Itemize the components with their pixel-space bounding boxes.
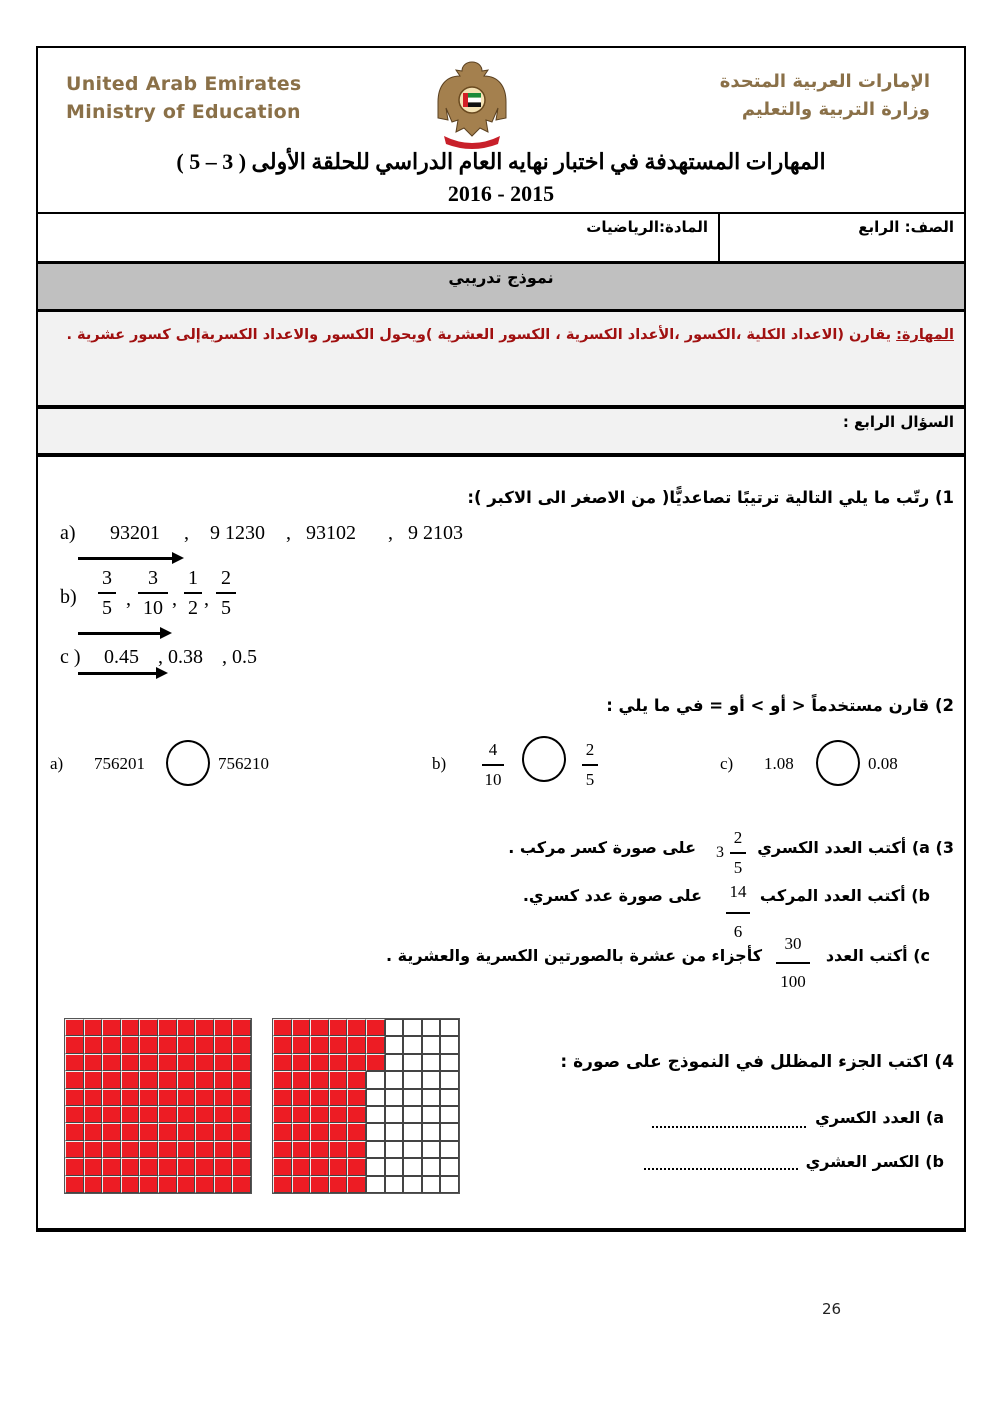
empty-cell (422, 1071, 441, 1088)
shaded-cell (102, 1176, 121, 1193)
shaded-cell (139, 1141, 158, 1158)
empty-cell (440, 1176, 459, 1193)
arrow-icon (78, 632, 162, 635)
shaded-cell (232, 1036, 251, 1053)
empty-cell (366, 1141, 385, 1158)
shaded-cell (232, 1019, 251, 1036)
skill-description (38, 312, 964, 409)
shaded-cell (347, 1106, 366, 1123)
shaded-cell (177, 1141, 196, 1158)
shaded-cell (177, 1089, 196, 1106)
q2-b-label: b) (432, 754, 447, 773)
shaded-cell (177, 1036, 196, 1053)
empty-cell (366, 1106, 385, 1123)
shaded-cell (139, 1089, 158, 1106)
shaded-cell (121, 1036, 140, 1053)
q2-c-label: c) (720, 754, 734, 773)
shaded-cell (158, 1106, 177, 1123)
shaded-cell (102, 1123, 121, 1140)
shaded-cell (65, 1089, 84, 1106)
page-number: 26 (822, 1300, 842, 1318)
shaded-cell (329, 1123, 348, 1140)
shaded-cell (195, 1176, 214, 1193)
denominator: 2 (188, 597, 198, 619)
q1-a-sep-2: , (286, 522, 291, 544)
empty-cell (422, 1176, 441, 1193)
practice-model-label: نموذج تدريبي (38, 264, 964, 312)
shaded-cell (329, 1071, 348, 1088)
shaded-cell (195, 1141, 214, 1158)
empty-cell (366, 1123, 385, 1140)
q4-b-answer-line[interactable] (644, 1168, 798, 1170)
shaded-cell (102, 1071, 121, 1088)
shaded-cell (214, 1141, 233, 1158)
shaded-cell (102, 1036, 121, 1053)
denominator: 5 (733, 858, 743, 877)
shaded-cell (310, 1158, 329, 1175)
shaded-cell (84, 1019, 103, 1036)
empty-cell (403, 1158, 422, 1175)
shaded-cell (347, 1054, 366, 1071)
shaded-cell (273, 1158, 292, 1175)
shaded-cell (310, 1123, 329, 1140)
shaded-cell (273, 1123, 292, 1140)
shaded-cell (232, 1158, 251, 1175)
q4-a-label: a) العدد الكسري (815, 1108, 944, 1127)
q1-a-sep-1: , (184, 522, 189, 544)
shaded-cell (121, 1176, 140, 1193)
shaded-cell (232, 1071, 251, 1088)
q1-b-label: b) (60, 586, 77, 608)
q1-b-fraction-2 (138, 566, 168, 620)
shaded-cell (347, 1158, 366, 1175)
shaded-cell (292, 1089, 311, 1106)
shaded-cell (84, 1036, 103, 1053)
shaded-cell (177, 1158, 196, 1175)
q3-b-fraction (726, 880, 750, 944)
q3-b-text-2: على صورة عدد كسري. (522, 886, 702, 905)
shaded-cell (158, 1123, 177, 1140)
shaded-cell (121, 1106, 140, 1123)
shaded-cell (310, 1106, 329, 1123)
q1-b-fraction-1 (98, 566, 116, 620)
empty-cell (385, 1141, 404, 1158)
shaded-cell (214, 1071, 233, 1088)
shaded-cell (292, 1071, 311, 1088)
empty-cell (440, 1123, 459, 1140)
q2-c-right: 0.08 (868, 754, 898, 773)
shaded-cell (347, 1141, 366, 1158)
shaded-cell (195, 1123, 214, 1140)
shaded-cell (121, 1019, 140, 1036)
shaded-cell (65, 1176, 84, 1193)
shaded-cell (121, 1089, 140, 1106)
shaded-cell (292, 1123, 311, 1140)
denominator: 5 (585, 770, 595, 789)
shaded-cell (329, 1019, 348, 1036)
shaded-cell (347, 1071, 366, 1088)
shaded-cell (158, 1176, 177, 1193)
shaded-cell (292, 1141, 311, 1158)
q1-a-value-1: 93201 (110, 522, 160, 544)
q3-a-text-1: 3) a) أكتب العدد الكسري (757, 838, 954, 857)
empty-cell (440, 1106, 459, 1123)
empty-cell (440, 1141, 459, 1158)
empty-cell (422, 1106, 441, 1123)
shaded-cell (177, 1176, 196, 1193)
shaded-cell (214, 1054, 233, 1071)
shaded-cell (329, 1141, 348, 1158)
shaded-cell (84, 1054, 103, 1071)
shaded-cell (139, 1176, 158, 1193)
numerator: 3 (148, 567, 158, 589)
numerator: 30 (784, 934, 802, 953)
shaded-cell (347, 1036, 366, 1053)
shaded-cell (158, 1158, 177, 1175)
empty-cell (422, 1123, 441, 1140)
shaded-cell (232, 1106, 251, 1123)
numerator: 2 (585, 740, 595, 759)
shaded-cell (366, 1019, 385, 1036)
shaded-cell (84, 1123, 103, 1140)
empty-cell (440, 1158, 459, 1175)
shaded-cell (139, 1123, 158, 1140)
shaded-cell (102, 1054, 121, 1071)
shaded-cell (139, 1071, 158, 1088)
shaded-cell (347, 1123, 366, 1140)
shaded-cell (232, 1123, 251, 1140)
denominator: 6 (733, 922, 743, 941)
shaded-cell (177, 1106, 196, 1123)
denominator: 10 (484, 770, 502, 789)
shaded-cell (347, 1089, 366, 1106)
shaded-cell (214, 1158, 233, 1175)
shaded-cell (177, 1019, 196, 1036)
q2-a-left: 756201 (94, 754, 145, 773)
empty-cell (385, 1071, 404, 1088)
q2-a-answer-circle[interactable] (166, 740, 210, 786)
worksheet (36, 46, 966, 1232)
shaded-cell (121, 1158, 140, 1175)
empty-cell (403, 1106, 422, 1123)
shaded-cell (310, 1089, 329, 1106)
shaded-cell (121, 1141, 140, 1158)
shaded-cell (214, 1123, 233, 1140)
q3-a-text-2: على صورة كسر مركب . (508, 838, 696, 857)
shaded-cell (65, 1054, 84, 1071)
shaded-cell (347, 1019, 366, 1036)
empty-cell (403, 1123, 422, 1140)
shaded-cell (195, 1071, 214, 1088)
empty-cell (422, 1141, 441, 1158)
shaded-cell (232, 1141, 251, 1158)
shaded-cell (139, 1106, 158, 1123)
shaded-cell (310, 1036, 329, 1053)
empty-cell (440, 1019, 459, 1036)
empty-cell (366, 1158, 385, 1175)
hundreds-grid-1 (64, 1018, 252, 1194)
q1-c-value-2: , 0.38 (158, 646, 203, 668)
q4-a-answer-line[interactable] (652, 1126, 806, 1128)
shaded-cell (195, 1019, 214, 1036)
numerator: 4 (488, 740, 498, 759)
ministry-ar-line2: وزارة التربية والتعليم (741, 99, 930, 120)
shaded-cell (84, 1176, 103, 1193)
empty-cell (403, 1176, 422, 1193)
empty-cell (385, 1036, 404, 1053)
shaded-cell (102, 1089, 121, 1106)
shaded-cell (139, 1054, 158, 1071)
empty-cell (440, 1036, 459, 1053)
ministry-en-line1: United Arab Emirates (66, 73, 302, 95)
arrow-icon (78, 557, 174, 560)
page-title: المهارات المستهدفة في اختبار نهايه العام الدراسي للحلقة الأولى ( 3 – 5 ) (176, 149, 826, 174)
shaded-cell (329, 1036, 348, 1053)
empty-cell (385, 1106, 404, 1123)
q1-a-value-2: 9 1230 (210, 522, 265, 544)
shaded-cell (292, 1106, 311, 1123)
header (38, 48, 964, 214)
shaded-cell (273, 1089, 292, 1106)
q3-c-text-2: كأجزاء من عشرة بالصورتين الكسرية والعشرية . (386, 946, 762, 965)
shaded-cell (214, 1106, 233, 1123)
shaded-cell (158, 1019, 177, 1036)
ministry-name-arabic (720, 68, 930, 124)
q1-b-sep-2: , (172, 588, 177, 610)
shaded-cell (292, 1176, 311, 1193)
shaded-cell (65, 1019, 84, 1036)
empty-cell (366, 1089, 385, 1106)
shaded-cell (273, 1106, 292, 1123)
question-header: السؤال الرابع : (38, 409, 964, 457)
shaded-cell (84, 1089, 103, 1106)
shaded-cell (177, 1071, 196, 1088)
shaded-cell (84, 1071, 103, 1088)
shaded-cell (158, 1071, 177, 1088)
shaded-cell (195, 1106, 214, 1123)
subject-cell: المادة:الرياضيات (586, 218, 708, 236)
denominator: 100 (780, 972, 806, 991)
q2-b-answer-circle[interactable] (522, 736, 566, 782)
shaded-cell (65, 1141, 84, 1158)
shaded-cell (214, 1019, 233, 1036)
denominator: 5 (102, 597, 112, 619)
q1-b-sep-1: , (126, 588, 131, 610)
empty-cell (366, 1176, 385, 1193)
skill-label: المهارة: (896, 327, 954, 343)
q3-c-fraction (776, 932, 810, 994)
shaded-cell (292, 1054, 311, 1071)
q1-a-value-3: 93102 (306, 522, 356, 544)
numerator: 3 (102, 567, 112, 589)
shaded-cell (121, 1123, 140, 1140)
shaded-cell (273, 1019, 292, 1036)
q2-c-left: 1.08 (764, 754, 794, 773)
q3-a-whole: 3 (716, 844, 724, 861)
empty-cell (403, 1071, 422, 1088)
shaded-cell (84, 1158, 103, 1175)
shaded-cell (292, 1036, 311, 1053)
q3-b-text-1: b) أكتب العدد المركب (759, 886, 930, 905)
shaded-cell (65, 1036, 84, 1053)
empty-cell (422, 1158, 441, 1175)
shaded-cell (292, 1019, 311, 1036)
empty-cell (440, 1089, 459, 1106)
empty-cell (422, 1036, 441, 1053)
q1-a-label: a) (60, 522, 76, 544)
shaded-cell (214, 1036, 233, 1053)
arrow-icon (78, 672, 158, 675)
shaded-cell (102, 1141, 121, 1158)
shaded-cell (158, 1141, 177, 1158)
q4-b-label: b) الكسر العشري (805, 1152, 944, 1171)
q1-b-fraction-4 (216, 566, 236, 620)
shaded-cell (102, 1158, 121, 1175)
shaded-cell (158, 1054, 177, 1071)
empty-cell (422, 1054, 441, 1071)
q1-c-value-3: , 0.5 (222, 646, 257, 668)
shaded-cell (273, 1054, 292, 1071)
q1-a-sep-3: , (388, 522, 393, 544)
ministry-en-line2: Ministry of Education (66, 101, 301, 123)
shaded-cell (139, 1036, 158, 1053)
q1-b-sep-3: , (204, 588, 209, 610)
shaded-cell (310, 1054, 329, 1071)
q4-prompt: 4) اكتب الجزء المظلل في النموذج على صورة : (560, 1052, 954, 1072)
shaded-cell (273, 1071, 292, 1088)
shaded-cell (366, 1036, 385, 1053)
empty-cell (366, 1071, 385, 1088)
academic-year: 2016 - 2015 (447, 181, 555, 206)
shaded-cell (195, 1054, 214, 1071)
numerator: 1 (188, 567, 198, 589)
empty-cell (422, 1089, 441, 1106)
q2-b-left-fraction (482, 738, 504, 792)
q1-b-fraction-3 (184, 566, 202, 620)
denominator: 5 (221, 597, 231, 619)
shaded-cell (310, 1141, 329, 1158)
q2-c-answer-circle[interactable] (816, 740, 860, 786)
shaded-cell (158, 1089, 177, 1106)
ministry-name-english (66, 70, 302, 126)
shaded-cell (273, 1036, 292, 1053)
shaded-cell (232, 1054, 251, 1071)
shaded-cell (158, 1036, 177, 1053)
shaded-cell (214, 1176, 233, 1193)
numerator: 14 (729, 882, 747, 901)
shaded-cell (273, 1141, 292, 1158)
empty-cell (440, 1054, 459, 1071)
empty-cell (403, 1036, 422, 1053)
q2-prompt: 2) قارن مستخدماً < أو > أو = في ما يلي : (606, 696, 954, 715)
empty-cell (385, 1123, 404, 1140)
empty-cell (403, 1141, 422, 1158)
ministry-ar-line1: الإمارات العربية المتحدة (719, 71, 930, 92)
shaded-cell (366, 1054, 385, 1071)
q3-c-text-1: c) أكتب العدد (825, 946, 930, 965)
shaded-cell (84, 1106, 103, 1123)
shaded-cell (139, 1158, 158, 1175)
info-row (38, 214, 964, 264)
q2-a-right: 756210 (218, 754, 269, 773)
shaded-cell (329, 1054, 348, 1071)
shaded-cell (195, 1158, 214, 1175)
empty-cell (422, 1019, 441, 1036)
shaded-cell (273, 1176, 292, 1193)
shaded-cell (65, 1106, 84, 1123)
empty-cell (403, 1054, 422, 1071)
empty-cell (385, 1054, 404, 1071)
empty-cell (403, 1019, 422, 1036)
empty-cell (385, 1176, 404, 1193)
numerator: 2 (733, 828, 743, 847)
shaded-cell (310, 1176, 329, 1193)
shaded-cell (347, 1176, 366, 1193)
empty-cell (440, 1071, 459, 1088)
shaded-cell (102, 1106, 121, 1123)
shaded-cell (121, 1071, 140, 1088)
grade-cell: الصف: الرابع (718, 214, 964, 261)
shaded-cell (329, 1176, 348, 1193)
uae-emblem-icon (432, 58, 512, 150)
shaded-cell (214, 1089, 233, 1106)
q3-a-fraction (730, 826, 746, 880)
shaded-cell (65, 1158, 84, 1175)
q2-a-label: a) (50, 754, 64, 773)
shaded-cell (139, 1019, 158, 1036)
shaded-cell (310, 1071, 329, 1088)
shaded-cell (65, 1071, 84, 1088)
shaded-cell (121, 1054, 140, 1071)
q1-c-label: c ) (60, 646, 81, 668)
q1-c-value-1: 0.45 (104, 646, 139, 668)
skill-text: يقارن (الاعداد الكلية ،الكسور ،الأعداد الكسرية ، الكسور العشرية )ويحول الكسور والاعداد الكسريةإلى كسور عشرية . (66, 327, 897, 343)
empty-cell (385, 1019, 404, 1036)
shaded-cell (329, 1106, 348, 1123)
q2-b-right-fraction (582, 738, 598, 792)
hundreds-grid-2 (272, 1018, 460, 1194)
shaded-cell (177, 1123, 196, 1140)
shaded-cell (310, 1019, 329, 1036)
empty-cell (403, 1089, 422, 1106)
numerator: 2 (221, 567, 231, 589)
denominator: 10 (143, 597, 163, 619)
shaded-cell (232, 1089, 251, 1106)
shaded-cell (292, 1158, 311, 1175)
q1-a-value-4: 9 2103 (408, 522, 463, 544)
empty-cell (385, 1158, 404, 1175)
shaded-cell (195, 1036, 214, 1053)
shaded-cell (84, 1141, 103, 1158)
shaded-cell (102, 1019, 121, 1036)
shaded-cell (329, 1158, 348, 1175)
shaded-cell (177, 1054, 196, 1071)
empty-cell (385, 1089, 404, 1106)
q1-prompt: 1) رتّب ما يلي التالية ترتيبًا تصاعديًّا( من الاصغر الى الاكبر ): (467, 488, 954, 507)
shaded-cell (65, 1123, 84, 1140)
shaded-cell (232, 1176, 251, 1193)
shaded-cell (195, 1089, 214, 1106)
shaded-cell (329, 1089, 348, 1106)
